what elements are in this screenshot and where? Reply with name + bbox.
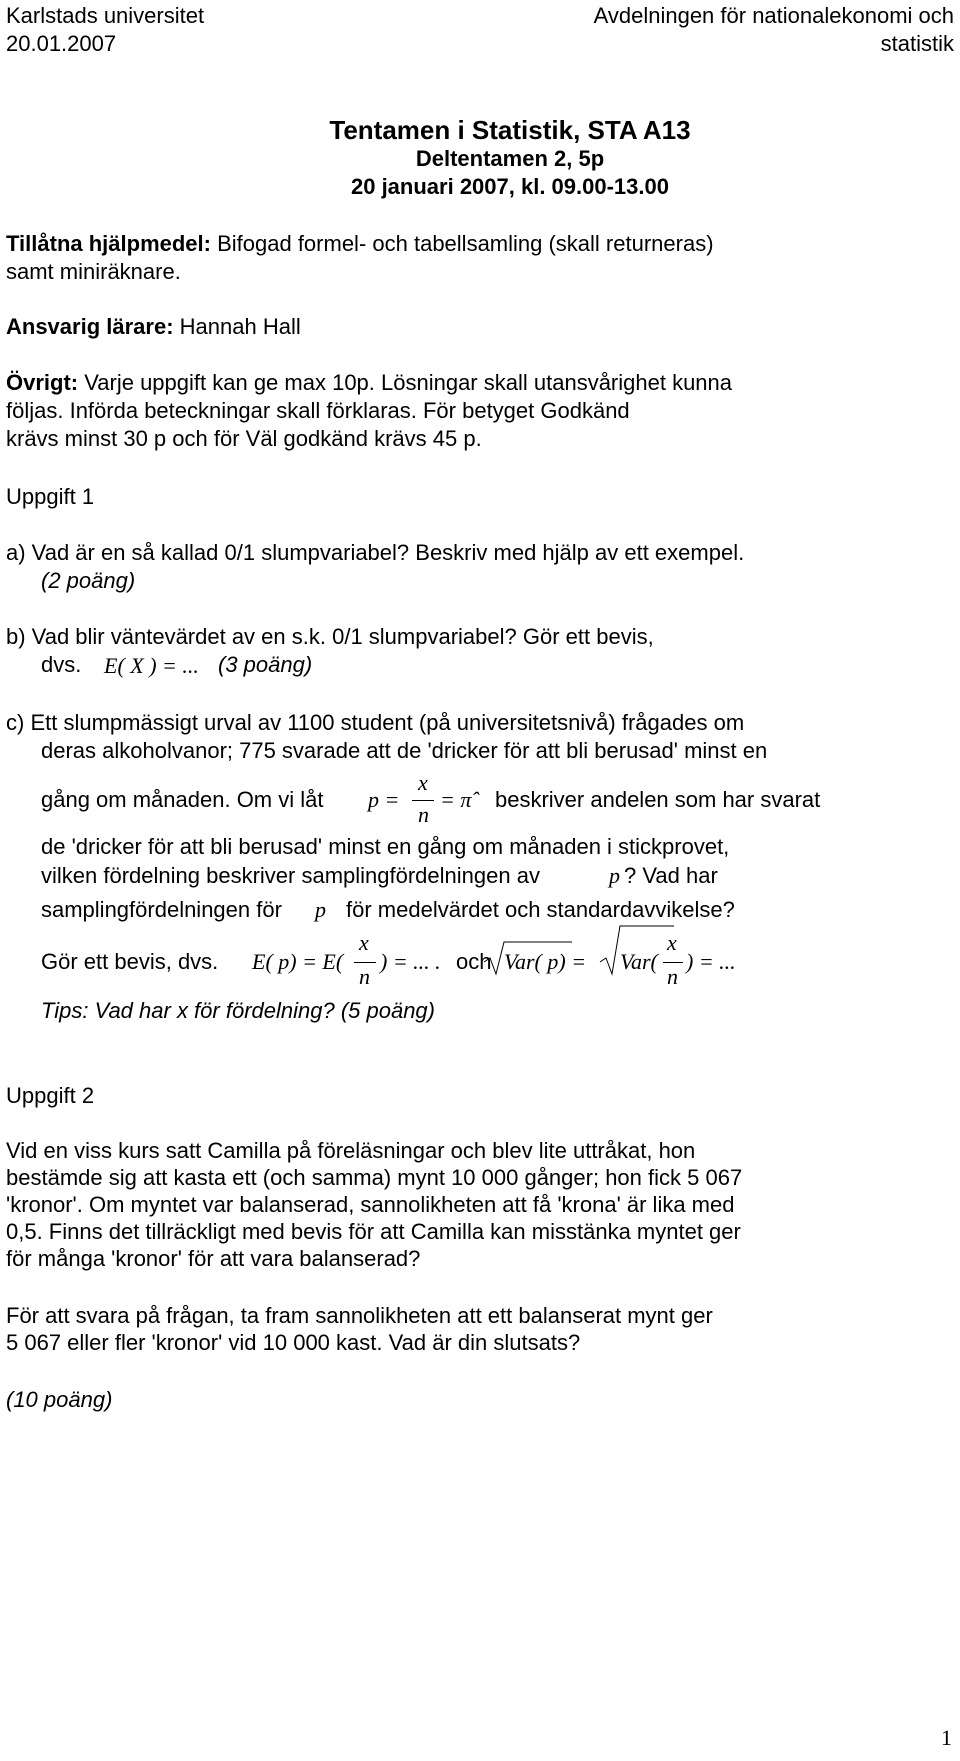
task2-p1-line3: 'kronor'. Om myntet var balanserad, sannolikheten att få 'krona' är lika med [6, 1192, 735, 1217]
task1-heading: Uppgift 1 [6, 484, 95, 509]
task1a-question: a) Vad är en så kallad 0/1 slumpvariabel? Beskriv med hjälp av ett exempel. [6, 540, 745, 565]
header-department-cont: statistik [880, 31, 954, 56]
task2-p1-line2: bestämde sig att kasta ett (och samma) mynt 10 000 gånger; hon fick 5 067 [6, 1165, 743, 1190]
task2-heading: Uppgift 2 [6, 1083, 95, 1108]
task1c-line6b: för medelvärdet och standardavvikelse? [346, 897, 735, 922]
allowed-aids-text: Bifogad formel- och tabellsamling (skall returneras) [210, 231, 714, 256]
exam-title: Tentamen i Statistik, STA A13 [329, 115, 691, 145]
task1c-proof-bar [354, 962, 376, 963]
task1b-question: b) Vad blir väntevärdet av en s.k. 0/1 slumpvariabel? Gör ett bevis, [6, 624, 654, 649]
task1c-line2: deras alkoholvanor; 775 svarade att de 'dricker för att bli berusad' minst en [41, 738, 768, 763]
task1c-var2: Var( [620, 949, 658, 974]
exam-subtitle: Deltentamen 2, 5p [415, 146, 605, 171]
task1c-p-equals: p = [368, 787, 400, 812]
header-date: 20.01.2007 [6, 31, 117, 56]
task1c-pihat: = π̂ [440, 787, 472, 812]
teacher-label: Ansvarig lärare: [6, 314, 174, 339]
task1c-var1: Var( p) = [504, 949, 587, 974]
task1c-var-n: n [667, 964, 678, 989]
allowed-aids-cont: samt miniräknare. [6, 259, 181, 284]
task1c-proof-label: Gör ett bevis, dvs. [41, 949, 219, 974]
responsible-teacher [6, 313, 301, 341]
task1c-line4: de 'dricker för att bli berusad' minst en gång om månaden i stickprovet, [41, 834, 730, 859]
task1c-line6a: samplingfördelningen för [41, 897, 282, 922]
task2-points: (10 poäng) [6, 1387, 113, 1412]
task1c-var-bar [663, 962, 683, 963]
task2-p1-line4: 0,5. Finns det tillräckligt med bevis för att Camilla kan misstänka myntet ger [6, 1219, 741, 1244]
task1c-line3a: gång om månaden. Om vi låt [41, 787, 324, 812]
allowed-aids-label: Tillåtna hjälpmedel: [6, 231, 211, 256]
task1c-var-x: x [667, 930, 677, 955]
other-info [6, 369, 732, 397]
other-label: Övrigt: [6, 370, 79, 395]
other-text-3: krävs minst 30 p och för Väl godkänd krävs 45 p. [6, 426, 482, 451]
task1b-formula: E( X ) = ... [104, 653, 199, 678]
task1c-frac-numerator: x [418, 770, 428, 795]
header-department: Avdelningen för nationalekonomi och [593, 3, 954, 28]
task1b-points: (3 poäng) [218, 652, 313, 677]
task2-p2-line1: För att svara på frågan, ta fram sannolikheten att ett balanserat mynt ger [6, 1303, 713, 1328]
task2-p2-line2: 5 067 eller fler 'kronor' vid 10 000 kast. Vad är din slutsats? [6, 1330, 581, 1355]
other-text-1: Varje uppgift kan ge max 10p. Lösningar skall utansvårighet kunna [78, 370, 733, 395]
other-text-2: följas. Införda beteckningar skall förklaras. För betyget Godkänd [6, 398, 630, 423]
task1c-och: och [456, 949, 492, 974]
task1c-proof-n: n [359, 964, 370, 989]
task1c-proof-ep: E( p) = E( [252, 949, 344, 974]
task1c-line5-p: p [609, 863, 620, 888]
task1c-line5b: ? Vad har [624, 863, 718, 888]
task1c-var-close: ) = ... [686, 949, 736, 974]
page-number: 1 [941, 1725, 952, 1750]
task1c-frac-denominator: n [418, 802, 429, 827]
allowed-aids [6, 230, 714, 258]
task1c-proof-x: x [359, 930, 369, 955]
task1a-points: (2 poäng) [41, 568, 136, 593]
task1c-line6-p: p [315, 897, 326, 922]
task1c-frac-bar [412, 800, 434, 801]
task1b-dvs: dvs. [41, 652, 82, 677]
task1c-tips: Tips: Vad har x för fördelning? (5 poäng) [41, 998, 435, 1023]
header-university: Karlstads universitet [6, 3, 205, 28]
exam-date-time: 20 januari 2007, kl. 09.00-13.00 [350, 174, 669, 199]
teacher-name: Hannah Hall [173, 314, 301, 339]
task1c-proof-close: ) = ... . [380, 949, 441, 974]
task2-p1-line1: Vid en viss kurs satt Camilla på föreläsningar och blev lite uttråkat, hon [6, 1138, 696, 1163]
task1c-line5a: vilken fördelning beskriver samplingfördelningen av [41, 863, 540, 888]
task1c-line3b: beskriver andelen som har svarat [495, 787, 821, 812]
task1c-line1: c) Ett slumpmässigt urval av 1100 student (på universitetsnivå) frågades om [6, 710, 745, 735]
task2-p1-line5: för många 'kronor' för att vara balanserad? [6, 1246, 421, 1271]
